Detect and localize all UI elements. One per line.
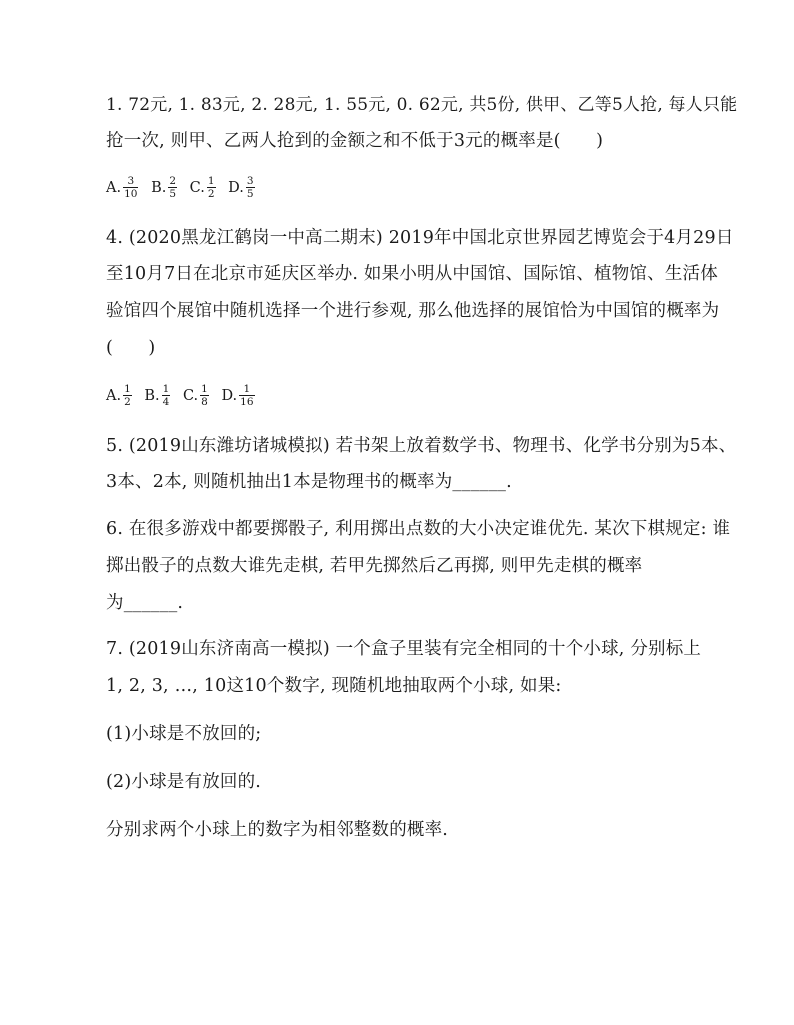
q4-line-4: ( ) [106, 338, 156, 358]
q7-line-2: 1, 2, 3, …, 10这10个数字, 现随机地抽取两个小球, 如果: [106, 676, 562, 696]
q1-option-b: B. $\frac{2}{5}$ [151, 175, 177, 200]
q7-subquestion-2: (2)小球是有放回的. [106, 772, 262, 792]
q1-line-2: 抢一次, 则甲、乙两人抢到的金额之和不低于3元的概率是( ) [106, 131, 604, 151]
q6-line-3: 为______. [106, 593, 184, 613]
q7-subquestion-1: (1)小球是不放回的; [106, 724, 262, 744]
q4-line-2: 至10月7日在北京市延庆区举办. 如果小明从中国馆、国际馆、植物馆、生活体 [106, 264, 718, 284]
q4-line-3: 验馆四个展馆中随机选择一个进行参观, 那么他选择的展馆恰为中国馆的概率为 [106, 301, 720, 321]
q6-line-2: 掷出骰子的点数大谁先走棋, 若甲先掷然后乙再掷, 则甲先走棋的概率 [106, 556, 643, 576]
q4-line-1: 4. (2020黑龙江鹤岗一中高二期末) 2019年中国北京世界园艺博览会于4月29日 [106, 228, 734, 248]
q4-option-b: B. $\frac{1}{4}$ [144, 383, 170, 408]
q1-option-d: D. $\frac{3}{5}$ [228, 175, 254, 200]
q4-option-a: A. $\frac{1}{2}$ [106, 383, 131, 408]
q1-options [106, 176, 263, 199]
q5-line-1: 5. (2019山东潍坊诸城模拟) 若书架上放着数学书、物理书、化学书分别为5本、 [106, 436, 737, 456]
q7-line-1: 7. (2019山东济南高一模拟) 一个盒子里装有完全相同的十个小球, 分别标上 [106, 639, 702, 659]
q4-option-c: C. $\frac{1}{8}$ [182, 383, 208, 408]
q6-line-1: 6. 在很多游戏中都要掷骰子, 利用掷出点数的大小决定谁优先. 某次下棋规定: 谁 [106, 519, 731, 539]
q1-line-1: 1. 72元, 1. 83元, 2. 28元, 1. 55元, 0. 62元, 共5份, 供甲、乙等5人抢, 每人只能 [106, 95, 738, 115]
q7-instruction: 分别求两个小球上的数字为相邻整数的概率. [106, 820, 449, 840]
q5-line-2: 3本、2本, 则随机抽出1本是物理书的概率为______. [106, 472, 512, 492]
q4-option-d: D. $\frac{1}{16}$ [221, 383, 254, 408]
q1-option-a: A. $\frac{3}{10}$ [106, 175, 138, 200]
q1-option-c: C. $\frac{1}{2}$ [189, 175, 215, 200]
q4-options [106, 384, 263, 407]
